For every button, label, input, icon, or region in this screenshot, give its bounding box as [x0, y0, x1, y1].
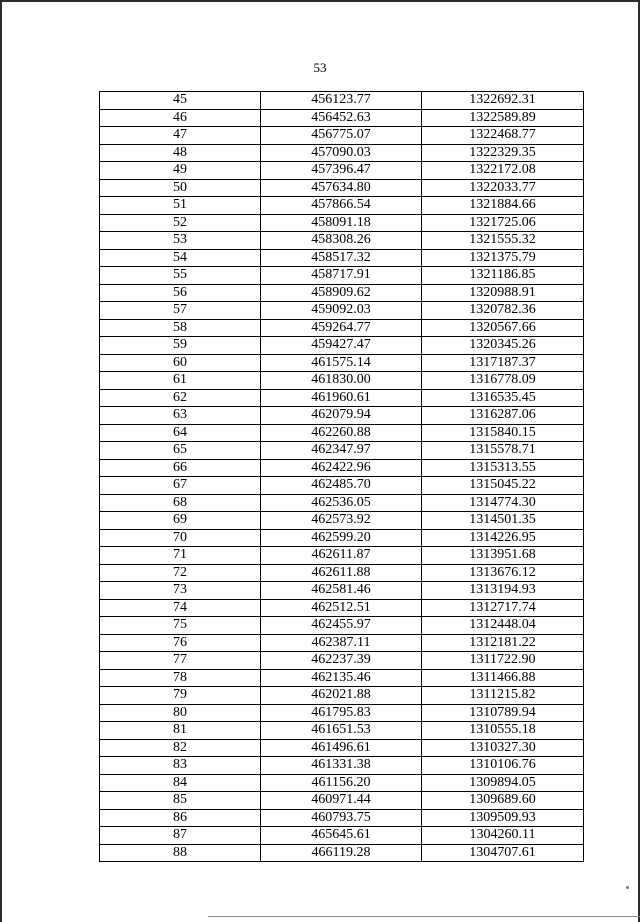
x-coordinate-cell: 462387.11: [261, 634, 422, 652]
table-row: [100, 722, 584, 740]
x-coordinate-cell: 462485.70: [261, 477, 422, 495]
table-row: [100, 319, 584, 337]
x-coordinate-cell: 462422.96: [261, 459, 422, 477]
y-coordinate-cell: 1309509.93: [422, 809, 584, 827]
x-coordinate-cell: 465645.61: [261, 827, 422, 845]
table-row: [100, 214, 584, 232]
table-row: [100, 459, 584, 477]
y-coordinate-cell: 1322589.89: [422, 109, 584, 127]
table-row: [100, 704, 584, 722]
table-row: [100, 774, 584, 792]
table-row: [100, 792, 584, 810]
table-row: [100, 827, 584, 845]
y-coordinate-cell: 1313194.93: [422, 582, 584, 600]
table-row: [100, 634, 584, 652]
page-border-top: [0, 0, 640, 2]
table-row: [100, 389, 584, 407]
point-number-cell: 61: [100, 372, 261, 390]
x-coordinate-cell: 457634.80: [261, 179, 422, 197]
y-coordinate-cell: 1311215.82: [422, 687, 584, 705]
y-coordinate-cell: 1311466.88: [422, 669, 584, 687]
coordinates-table: [99, 91, 584, 862]
x-coordinate-cell: 462135.46: [261, 669, 422, 687]
y-coordinate-cell: 1316778.09: [422, 372, 584, 390]
bottom-rule: [208, 916, 640, 917]
y-coordinate-cell: 1317187.37: [422, 354, 584, 372]
x-coordinate-cell: 460971.44: [261, 792, 422, 810]
point-number-cell: 58: [100, 319, 261, 337]
table-row: [100, 564, 584, 582]
point-number-cell: 48: [100, 144, 261, 162]
x-coordinate-cell: 458717.91: [261, 267, 422, 285]
x-coordinate-cell: 462455.97: [261, 617, 422, 635]
y-coordinate-cell: 1312181.22: [422, 634, 584, 652]
y-coordinate-cell: 1322692.31: [422, 92, 584, 110]
y-coordinate-cell: 1322033.77: [422, 179, 584, 197]
x-coordinate-cell: 461795.83: [261, 704, 422, 722]
x-coordinate-cell: 458909.62: [261, 284, 422, 302]
table-row: [100, 232, 584, 250]
table-row: [100, 739, 584, 757]
point-number-cell: 73: [100, 582, 261, 600]
point-number-cell: 63: [100, 407, 261, 425]
point-number-cell: 68: [100, 494, 261, 512]
y-coordinate-cell: 1309689.60: [422, 792, 584, 810]
y-coordinate-cell: 1315045.22: [422, 477, 584, 495]
x-coordinate-cell: 456452.63: [261, 109, 422, 127]
point-number-cell: 87: [100, 827, 261, 845]
table-row: [100, 512, 584, 530]
table-row: [100, 109, 584, 127]
y-coordinate-cell: 1304260.11: [422, 827, 584, 845]
table-row: [100, 477, 584, 495]
x-coordinate-cell: 461651.53: [261, 722, 422, 740]
x-coordinate-cell: 460793.75: [261, 809, 422, 827]
y-coordinate-cell: 1320345.26: [422, 337, 584, 355]
y-coordinate-cell: 1316535.45: [422, 389, 584, 407]
point-number-cell: 86: [100, 809, 261, 827]
table-row: [100, 372, 584, 390]
y-coordinate-cell: 1311722.90: [422, 652, 584, 670]
table-row: [100, 92, 584, 110]
x-coordinate-cell: 461156.20: [261, 774, 422, 792]
table-row: [100, 267, 584, 285]
table-row: [100, 179, 584, 197]
y-coordinate-cell: 1312717.74: [422, 599, 584, 617]
point-number-cell: 77: [100, 652, 261, 670]
y-coordinate-cell: 1321555.32: [422, 232, 584, 250]
y-coordinate-cell: 1313951.68: [422, 547, 584, 565]
table-row: [100, 652, 584, 670]
y-coordinate-cell: 1309894.05: [422, 774, 584, 792]
x-coordinate-cell: 458517.32: [261, 249, 422, 267]
margin-dot: [626, 886, 629, 889]
y-coordinate-cell: 1321186.85: [422, 267, 584, 285]
y-coordinate-cell: 1315840.15: [422, 424, 584, 442]
point-number-cell: 69: [100, 512, 261, 530]
point-number-cell: 55: [100, 267, 261, 285]
y-coordinate-cell: 1310327.30: [422, 739, 584, 757]
table-row: [100, 669, 584, 687]
x-coordinate-cell: 462079.94: [261, 407, 422, 425]
y-coordinate-cell: 1315578.71: [422, 442, 584, 460]
table-row: [100, 757, 584, 775]
x-coordinate-cell: 459092.03: [261, 302, 422, 320]
point-number-cell: 78: [100, 669, 261, 687]
y-coordinate-cell: 1321884.66: [422, 197, 584, 215]
point-number-cell: 52: [100, 214, 261, 232]
point-number-cell: 79: [100, 687, 261, 705]
x-coordinate-cell: 459264.77: [261, 319, 422, 337]
x-coordinate-cell: 462599.20: [261, 529, 422, 547]
y-coordinate-cell: 1321725.06: [422, 214, 584, 232]
point-number-cell: 88: [100, 844, 261, 862]
y-coordinate-cell: 1316287.06: [422, 407, 584, 425]
y-coordinate-cell: 1322329.35: [422, 144, 584, 162]
point-number-cell: 65: [100, 442, 261, 460]
point-number-cell: 51: [100, 197, 261, 215]
x-coordinate-cell: 466119.28: [261, 844, 422, 862]
table-row: [100, 337, 584, 355]
coordinates-table-body: [100, 92, 584, 862]
x-coordinate-cell: 461960.61: [261, 389, 422, 407]
table-row: [100, 407, 584, 425]
x-coordinate-cell: 457090.03: [261, 144, 422, 162]
point-number-cell: 66: [100, 459, 261, 477]
y-coordinate-cell: 1312448.04: [422, 617, 584, 635]
table-row: [100, 687, 584, 705]
y-coordinate-cell: 1320988.91: [422, 284, 584, 302]
table-row: [100, 844, 584, 862]
point-number-cell: 84: [100, 774, 261, 792]
table-row: [100, 529, 584, 547]
x-coordinate-cell: 462512.51: [261, 599, 422, 617]
y-coordinate-cell: 1310789.94: [422, 704, 584, 722]
y-coordinate-cell: 1320567.66: [422, 319, 584, 337]
page-border-left: [0, 0, 2, 922]
y-coordinate-cell: 1322468.77: [422, 127, 584, 145]
point-number-cell: 47: [100, 127, 261, 145]
point-number-cell: 70: [100, 529, 261, 547]
x-coordinate-cell: 462260.88: [261, 424, 422, 442]
x-coordinate-cell: 462581.46: [261, 582, 422, 600]
y-coordinate-cell: 1321375.79: [422, 249, 584, 267]
point-number-cell: 45: [100, 92, 261, 110]
table-row: [100, 809, 584, 827]
table-row: [100, 547, 584, 565]
x-coordinate-cell: 462536.05: [261, 494, 422, 512]
x-coordinate-cell: 456775.07: [261, 127, 422, 145]
point-number-cell: 53: [100, 232, 261, 250]
table-row: [100, 599, 584, 617]
x-coordinate-cell: 462347.97: [261, 442, 422, 460]
point-number-cell: 62: [100, 389, 261, 407]
table-row: [100, 127, 584, 145]
point-number-cell: 72: [100, 564, 261, 582]
x-coordinate-cell: 462611.88: [261, 564, 422, 582]
point-number-cell: 74: [100, 599, 261, 617]
table-row: [100, 162, 584, 180]
x-coordinate-cell: 462237.39: [261, 652, 422, 670]
x-coordinate-cell: 456123.77: [261, 92, 422, 110]
point-number-cell: 60: [100, 354, 261, 372]
table-row: [100, 197, 584, 215]
table-row: [100, 354, 584, 372]
point-number-cell: 81: [100, 722, 261, 740]
y-coordinate-cell: 1322172.08: [422, 162, 584, 180]
y-coordinate-cell: 1304707.61: [422, 844, 584, 862]
x-coordinate-cell: 457396.47: [261, 162, 422, 180]
point-number-cell: 54: [100, 249, 261, 267]
table-row: [100, 144, 584, 162]
table-row: [100, 284, 584, 302]
point-number-cell: 56: [100, 284, 261, 302]
point-number-cell: 75: [100, 617, 261, 635]
point-number-cell: 49: [100, 162, 261, 180]
page-number: 53: [313, 60, 327, 75]
y-coordinate-cell: 1310106.76: [422, 757, 584, 775]
point-number-cell: 83: [100, 757, 261, 775]
x-coordinate-cell: 457866.54: [261, 197, 422, 215]
x-coordinate-cell: 458091.18: [261, 214, 422, 232]
x-coordinate-cell: 462021.88: [261, 687, 422, 705]
y-coordinate-cell: 1313676.12: [422, 564, 584, 582]
table-row: [100, 617, 584, 635]
table-row: [100, 424, 584, 442]
x-coordinate-cell: 462573.92: [261, 512, 422, 530]
x-coordinate-cell: 461496.61: [261, 739, 422, 757]
point-number-cell: 71: [100, 547, 261, 565]
point-number-cell: 59: [100, 337, 261, 355]
point-number-cell: 57: [100, 302, 261, 320]
table-row: [100, 442, 584, 460]
point-number-cell: 76: [100, 634, 261, 652]
table-row: [100, 249, 584, 267]
x-coordinate-cell: 462611.87: [261, 547, 422, 565]
y-coordinate-cell: 1314226.95: [422, 529, 584, 547]
point-number-cell: 80: [100, 704, 261, 722]
y-coordinate-cell: 1314501.35: [422, 512, 584, 530]
point-number-cell: 50: [100, 179, 261, 197]
point-number-cell: 67: [100, 477, 261, 495]
table-row: [100, 302, 584, 320]
y-coordinate-cell: 1314774.30: [422, 494, 584, 512]
point-number-cell: 85: [100, 792, 261, 810]
x-coordinate-cell: 461575.14: [261, 354, 422, 372]
x-coordinate-cell: 459427.47: [261, 337, 422, 355]
x-coordinate-cell: 461331.38: [261, 757, 422, 775]
table-row: [100, 582, 584, 600]
y-coordinate-cell: 1320782.36: [422, 302, 584, 320]
x-coordinate-cell: 461830.00: [261, 372, 422, 390]
point-number-cell: 46: [100, 109, 261, 127]
point-number-cell: 82: [100, 739, 261, 757]
point-number-cell: 64: [100, 424, 261, 442]
y-coordinate-cell: 1310555.18: [422, 722, 584, 740]
y-coordinate-cell: 1315313.55: [422, 459, 584, 477]
table-row: [100, 494, 584, 512]
x-coordinate-cell: 458308.26: [261, 232, 422, 250]
